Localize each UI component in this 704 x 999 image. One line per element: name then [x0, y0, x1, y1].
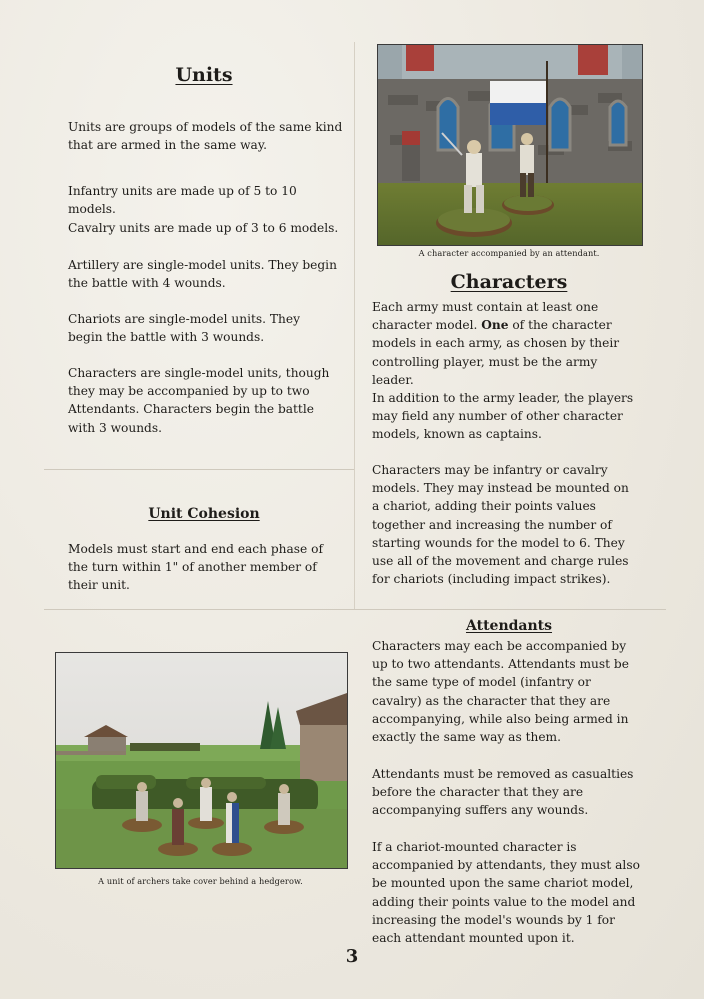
attendants-p2: Attendants must be removed as casualties before the character that they are accompanying suffers any wounds. [372, 767, 634, 818]
characters-p1-bold: One [481, 318, 509, 333]
characters-heading: Characters [450, 271, 568, 293]
archer-photo-caption: A unit of archers take cover behind a hedgerow. [98, 876, 303, 886]
units-characters: Characters are single-model units, though they may be accompanied by up to two Attendants. Characters begin the battle with 3 wounds. [68, 366, 330, 435]
units-infantry: Infantry units are made up of 5 to 10 models. [68, 184, 297, 217]
units-chariots: Chariots are single-model units. They begin the battle with 3 wounds. [68, 312, 300, 345]
archer-photo-illustration [56, 653, 347, 868]
attendants-heading: Attendants [465, 618, 553, 634]
character-photo-caption: A character accompanied by an attendant. [418, 248, 600, 258]
characters-p1: Each army must contain at least one character model. One of the character models in each army, as chosen by their controlling player, must be the army leader. [372, 300, 620, 387]
characters-p2: In addition to the army leader, the players may field any number of other character models, known as captains. [372, 391, 634, 442]
column-divider-top [354, 42, 355, 610]
character-photo [377, 44, 643, 246]
attendants-p3: If a chariot-mounted character is accompanied by attendants, they must also be mounted upon the same chariot model, adding their points value to the model and increasing the model's wounds by 1 for each attendant mounted upon it. [372, 840, 640, 946]
cohesion-heading: Unit Cohesion [148, 506, 260, 522]
page-number: 3 [345, 946, 359, 967]
cohesion-text: Models must start and end each phase of the turn within 1" of another member of their unit. [68, 542, 323, 593]
attendants-p1: Characters may each be accompanied by up to two attendants. Attendants must be the same type of model (infantry or cavalry) as the character that they are accompanying, while also being armed in exactly the same way as them. [372, 639, 629, 745]
archer-photo [55, 652, 348, 869]
units-artillery: Artillery are single-model units. They begin the battle with 4 wounds. [68, 258, 337, 291]
units-cavalry: Cavalry units are made up of 3 to 6 models. [68, 221, 339, 235]
divider-section-bottom [44, 609, 666, 610]
characters-p3: Characters may be infantry or cavalry models. They may instead be mounted on a chariot, adding their points values together and increasing the number of starting wounds for the model to 6. They use all of the movement and charge rules for chariots (including impact strikes). [372, 463, 629, 587]
units-heading: Units [175, 64, 233, 86]
units-intro: Units are groups of models of the same kind that are armed in the same way. [68, 120, 343, 153]
character-photo-illustration [378, 45, 642, 245]
divider-units-cohesion [44, 469, 354, 470]
